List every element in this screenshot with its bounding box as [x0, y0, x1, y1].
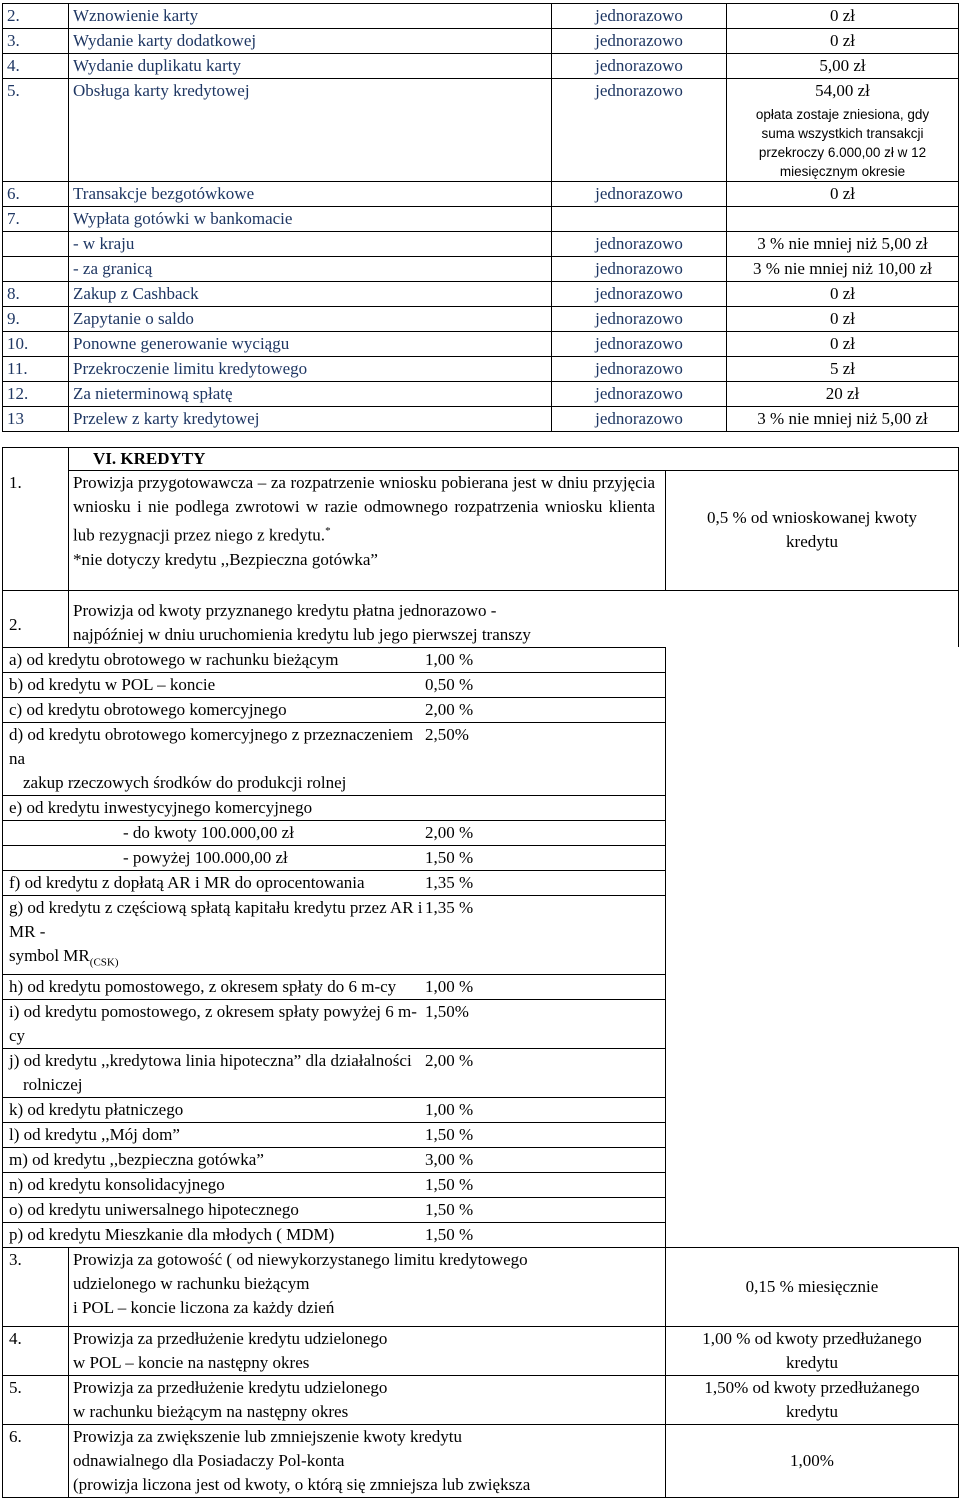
fee-frequency	[552, 182, 727, 207]
fee-name	[69, 307, 552, 332]
commission-row	[3, 1049, 959, 1098]
commission-cell	[3, 1173, 666, 1198]
fee-frequency	[552, 357, 727, 382]
fee-row	[3, 4, 959, 29]
fee-amount	[727, 407, 959, 432]
commission-row	[3, 1148, 959, 1173]
commission-rate: 1,50 %	[425, 1175, 474, 1195]
fee-frequency	[552, 282, 727, 307]
commission-label: k) od kredytu płatniczego	[9, 1100, 184, 1120]
fee-name	[69, 4, 552, 29]
commission-cell	[3, 820, 666, 845]
commission-row	[3, 795, 959, 820]
fee-row	[3, 29, 959, 54]
fee-amount	[727, 79, 959, 182]
commission-label: e) od kredytu inwestycyjnego komercyjnego	[9, 797, 313, 817]
fee-name-text: Wznowienie karty	[73, 6, 199, 25]
commission-cell	[3, 647, 666, 672]
commission-sub: (CSK)	[89, 956, 119, 969]
fee-row	[3, 207, 959, 232]
commission-rate: 2,00 %	[425, 1051, 474, 1071]
fee-amount	[727, 182, 959, 207]
commission-cell	[3, 1000, 666, 1049]
commission-row	[3, 672, 959, 697]
commission-label: j) od kredytu ,,kredytowa linia hipoteczna” dla działalności	[9, 1051, 412, 1071]
fee-number-text: 11.	[7, 359, 28, 378]
fee-name-text: Transakcje bezgotówkowe	[73, 184, 255, 203]
item6-rate: 1,00%	[666, 1425, 959, 1498]
item-number: 4.	[3, 1327, 69, 1376]
fee-name-text: Zapytanie o saldo	[73, 309, 194, 328]
fee-number-text: 2.	[7, 6, 20, 25]
commission-rate: 1,50%	[425, 1002, 469, 1022]
section-title: VI. KREDYTY	[69, 448, 959, 471]
commission-row	[3, 1198, 959, 1223]
commission-label-cont: zakup rzeczowych środków do produkcji rolnej	[23, 772, 347, 792]
section-num-cell	[3, 448, 69, 471]
item-number: 5.	[3, 1376, 69, 1425]
commission-cell	[3, 697, 666, 722]
commission-cell	[3, 870, 666, 895]
fee-amount-text: 0 zł	[829, 284, 856, 303]
fee-frequency-text: jednorazowo	[595, 284, 683, 303]
fee-number-text: 6.	[7, 184, 20, 203]
fee-number-text: 12.	[7, 384, 29, 403]
fee-name	[69, 357, 552, 382]
fee-number	[3, 79, 69, 182]
commission-rate: 3,00 %	[425, 1150, 474, 1170]
fee-number-text: 10.	[7, 334, 29, 353]
commission-row	[3, 722, 959, 795]
fee-frequency	[552, 332, 727, 357]
fee-row	[3, 407, 959, 432]
fee-number	[3, 357, 69, 382]
item1-rate: 0,5 % od wnioskowanej kwoty kredytu	[666, 471, 959, 591]
commission-label: h) od kredytu pomostowego, z okresem spłaty do 6 m-cy	[9, 977, 397, 997]
fee-number-text: 7.	[7, 209, 20, 228]
fee-amount-text: 0 zł	[829, 31, 856, 50]
commission-cell	[3, 1049, 666, 1098]
fee-amount-text: 0 zł	[829, 184, 856, 203]
fee-number	[3, 382, 69, 407]
fee-number-text: 5.	[7, 81, 20, 100]
fee-frequency-text: jednorazowo	[595, 6, 683, 25]
commission-cell	[3, 975, 666, 1000]
commission-label: o) od kredytu uniwersalnego hipotecznego	[9, 1200, 299, 1220]
commission-row	[3, 1173, 959, 1198]
commission-rate: 1,35 %	[425, 897, 474, 917]
commission-cell	[3, 672, 666, 697]
fee-amount	[727, 382, 959, 407]
commission-rate: 1,50 %	[425, 847, 474, 867]
fee-name	[69, 79, 552, 182]
fee-amount-text: 5 zł	[829, 359, 856, 378]
commission-label: i) od kredytu pomostowego, z okresem spłaty powyżej 6 m-cy	[9, 1002, 417, 1046]
fee-name	[69, 257, 552, 282]
fee-amount-text: 3 % nie mniej niż 10,00 zł	[753, 259, 932, 278]
commission-cell	[3, 845, 666, 870]
commission-label: l) od kredytu ,,Mój dom”	[9, 1125, 180, 1145]
fee-row	[3, 357, 959, 382]
item3-description: Prowizja za gotowość ( od niewykorzystanego limitu kredytowego udzielonego w rachunku bieżącym i POL – koncie liczona za każdy dzień	[69, 1248, 666, 1327]
fee-amount-text: 5,00 zł	[819, 56, 866, 75]
commission-row	[3, 845, 959, 870]
fee-number	[3, 257, 69, 282]
fee-number-text: 3.	[7, 31, 20, 50]
fee-frequency-text: jednorazowo	[595, 56, 683, 75]
fee-frequency-text: jednorazowo	[595, 384, 683, 403]
commission-row	[3, 1123, 959, 1148]
item1-description: Prowizja przygotowawcza – za rozpatrzenie wniosku pobierana jest w dniu przyjęcia wniosku i nie podlega zwrotowi w razie odmownego rozpatrzenia wniosku klienta lub rezygnacji przez niego z kredytu.* *nie dotyczy kredytu ,,Bezpieczna gotówka”	[69, 471, 666, 591]
fee-frequency-text: jednorazowo	[595, 259, 683, 278]
fee-name	[69, 332, 552, 357]
fee-amount	[727, 307, 959, 332]
fee-name-text: Wydanie duplikatu karty	[73, 56, 241, 75]
fee-amount	[727, 232, 959, 257]
commission-rate: 1,50 %	[425, 1225, 474, 1245]
commission-label: p) od kredytu Mieszkanie dla młodych ( MDM)	[9, 1225, 335, 1245]
commission-label: m) od kredytu ,,bezpieczna gotówka”	[9, 1150, 264, 1170]
commission-label: b) od kredytu w POL – koncie	[9, 674, 216, 694]
item2-header: Prowizja od kwoty przyznanego kredytu płatna jednorazowo - najpóźniej w dniu uruchomienia kredytu lub jego pierwszej transzy	[69, 590, 959, 647]
fee-frequency	[552, 29, 727, 54]
fee-number	[3, 407, 69, 432]
fee-row	[3, 182, 959, 207]
fee-name-text: Obsługa karty kredytowej	[73, 81, 250, 100]
item6-description: Prowizja za zwiększenie lub zmniejszenie kwoty kredytu odnawialnego dla Posiadaczy Pol-konta (prowizja liczona jest od kwoty, o którą się zmniejsza lub zwiększa	[69, 1425, 666, 1498]
fee-name-text: Wydanie karty dodatkowej	[73, 31, 257, 50]
commission-cell	[3, 1123, 666, 1148]
commission-rate: 0,50 %	[425, 674, 474, 694]
fee-name-text: Wypłata gotówki w bankomacie	[73, 209, 293, 228]
credits-table	[2, 447, 959, 1498]
fee-name-text: - w kraju	[73, 234, 135, 253]
fee-amount	[727, 282, 959, 307]
commission-label: g) od kredytu z częściową spłatą kapitału kredytu przez AR i MR -	[9, 897, 423, 941]
fee-amount-text: 3 % nie mniej niż 5,00 zł	[757, 409, 928, 428]
fee-number	[3, 182, 69, 207]
commission-label: - powyżej 100.000,00 zł	[123, 847, 288, 867]
fee-frequency-text: jednorazowo	[595, 184, 683, 203]
commission-label: c) od kredytu obrotowego komercyjnego	[9, 699, 287, 719]
commission-row	[3, 975, 959, 1000]
fee-number-text: 8.	[7, 284, 20, 303]
fee-name-text: Przelew z karty kredytowej	[73, 409, 260, 428]
fee-frequency-text: jednorazowo	[595, 31, 683, 50]
fee-number	[3, 54, 69, 79]
fee-number-text: 4.	[7, 56, 20, 75]
fee-name	[69, 207, 552, 232]
commission-label-cont: symbol MR	[9, 945, 90, 965]
fee-frequency-text: jednorazowo	[595, 334, 683, 353]
fee-amount	[727, 54, 959, 79]
commission-rate: 2,00 %	[425, 822, 474, 842]
fee-number	[3, 4, 69, 29]
fee-frequency-text: jednorazowo	[595, 234, 683, 253]
item4-description: Prowizja za przedłużenie kredytu udzielonego w POL – koncie na następny okres	[69, 1327, 666, 1376]
fee-row	[3, 257, 959, 282]
fee-row	[3, 232, 959, 257]
fee-name	[69, 407, 552, 432]
item-number: 2.	[3, 590, 69, 647]
fee-number	[3, 332, 69, 357]
fee-row	[3, 382, 959, 407]
item-number: 1.	[3, 471, 69, 591]
commission-row	[3, 870, 959, 895]
commission-row	[3, 1098, 959, 1123]
fee-name	[69, 182, 552, 207]
item5-description: Prowizja za przedłużenie kredytu udzielonego w rachunku bieżącym na następny okres	[69, 1376, 666, 1425]
commission-row	[3, 647, 959, 672]
fee-frequency-text: jednorazowo	[595, 409, 683, 428]
fee-frequency	[552, 207, 727, 232]
commission-cell	[3, 895, 666, 974]
commission-rate: 1,50 %	[425, 1125, 474, 1145]
commission-rate: 1,00 %	[425, 977, 474, 997]
fee-amount	[727, 357, 959, 382]
commission-rate: 1,50 %	[425, 1200, 474, 1220]
fee-number	[3, 232, 69, 257]
fee-amount-text: 0 zł	[829, 334, 856, 353]
fee-frequency-text: jednorazowo	[595, 359, 683, 378]
commission-cell	[3, 722, 666, 795]
item-number: 6.	[3, 1425, 69, 1498]
fee-amount-text: 0 zł	[829, 309, 856, 328]
fee-number	[3, 29, 69, 54]
fee-frequency-text: jednorazowo	[595, 309, 683, 328]
fee-number-text: 9.	[7, 309, 20, 328]
fee-name-text: Przekroczenie limitu kredytowego	[73, 359, 308, 378]
fee-name	[69, 54, 552, 79]
commission-rate: 2,00 %	[425, 699, 474, 719]
commission-rate: 1,00 %	[425, 1100, 474, 1120]
fee-row	[3, 79, 959, 182]
card-fees-table	[2, 3, 959, 432]
fee-row	[3, 54, 959, 79]
commission-cell	[3, 1098, 666, 1123]
fee-row	[3, 282, 959, 307]
item-number: 3.	[3, 1248, 69, 1327]
commission-row	[3, 895, 959, 974]
commission-label: n) od kredytu konsolidacyjnego	[9, 1175, 225, 1195]
fee-name	[69, 232, 552, 257]
fee-amount-text: 3 % nie mniej niż 5,00 zł	[757, 234, 928, 253]
fee-frequency	[552, 382, 727, 407]
commission-label-cont: rolniczej	[23, 1075, 83, 1095]
item4-rate: 1,00 % od kwoty przedłużanego kredytu	[666, 1327, 959, 1376]
fee-name-text: - za granicą	[73, 259, 153, 278]
fee-frequency	[552, 79, 727, 182]
fee-frequency	[552, 257, 727, 282]
commission-row	[3, 1000, 959, 1049]
fee-name	[69, 29, 552, 54]
commission-rate: 1,35 %	[425, 872, 474, 892]
fee-row	[3, 332, 959, 357]
commission-cell	[3, 1223, 666, 1248]
fee-amount	[727, 4, 959, 29]
fee-name-text: Ponowne generowanie wyciągu	[73, 334, 290, 353]
fee-name	[69, 282, 552, 307]
fee-row	[3, 307, 959, 332]
fee-amount	[727, 332, 959, 357]
fee-frequency	[552, 307, 727, 332]
fee-name-text: Zakup z Cashback	[73, 284, 199, 303]
fee-amount	[727, 207, 959, 232]
fee-amount-text: 20 zł	[825, 384, 860, 403]
commission-row	[3, 697, 959, 722]
fee-note: opłata zostaje zniesiona, gdy suma wszystkich transakcji przekroczy 6.000,00 zł w 12 miesięcznym okresie	[755, 107, 930, 179]
commission-cell	[3, 1148, 666, 1173]
fee-frequency-text: jednorazowo	[595, 81, 683, 100]
commission-row	[3, 1223, 959, 1248]
fee-number	[3, 207, 69, 232]
fee-name-text: Za nieterminową spłatę	[73, 384, 233, 403]
fee-frequency	[552, 4, 727, 29]
commission-cell	[3, 1198, 666, 1223]
fee-amount-text: 0 zł	[829, 6, 856, 25]
item3-rate: 0,15 % miesięcznie	[666, 1248, 959, 1327]
fee-name	[69, 382, 552, 407]
fee-number	[3, 282, 69, 307]
fee-amount	[727, 29, 959, 54]
fee-amount-text: 54,00 zł	[815, 81, 870, 100]
commission-row	[3, 820, 959, 845]
fee-number-text: 13	[7, 409, 24, 428]
commission-rate: 1,00 %	[425, 649, 474, 669]
item5-rate: 1,50% od kwoty przedłużanego kredytu	[666, 1376, 959, 1425]
item1-footnote: *nie dotyczy kredytu ,,Bezpieczna gotówka”	[73, 549, 378, 569]
commission-label: d) od kredytu obrotowego komercyjnego z przeznaczeniem na	[9, 724, 414, 768]
commission-rate: 2,50%	[425, 724, 469, 744]
fee-amount	[727, 257, 959, 282]
fee-frequency	[552, 54, 727, 79]
fee-number	[3, 307, 69, 332]
commission-label: f) od kredytu z dopłatą AR i MR do oprocentowania	[9, 872, 365, 892]
commission-cell	[3, 795, 666, 820]
commission-label: a) od kredytu obrotowego w rachunku bieżącym	[9, 649, 339, 669]
fee-frequency	[552, 407, 727, 432]
commission-label: - do kwoty 100.000,00 zł	[123, 822, 294, 842]
fee-frequency	[552, 232, 727, 257]
